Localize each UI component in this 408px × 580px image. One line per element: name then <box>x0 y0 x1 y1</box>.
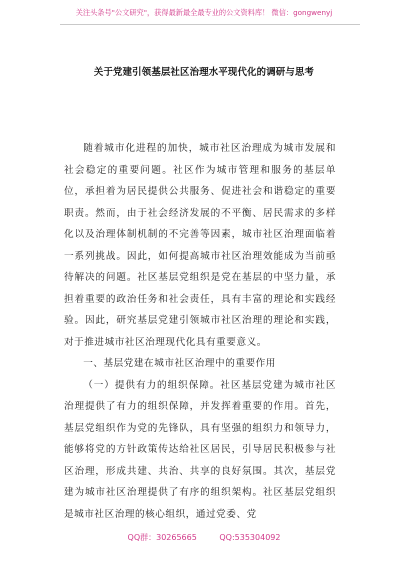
body-paragraph-sub: （一）提供有力的组织保障。社区基层党建为城市社区治理提供了有力的组织保障，并发挥着重要的作用。首先，基层党组织作为党的先锋队，具有坚强的组织力和领导力，能够将党的方针政策传达给社区居民，引导居民积极参与社区治理，形成共建、共治、共享的良好氛围。其次，基层党建为城市社区治理提供了有序的组织架构。社区基层党组织是城市社区治理的核心组织，通过党委、党 <box>64 379 336 520</box>
document-title: 关于党建引领基层社区治理水平现代化的调研与思考 <box>93 67 315 78</box>
section-heading: 一、基层党建在城市社区治理中的重要作用 <box>83 358 276 369</box>
header-note: 关注头条号"公文研究"，获得最新最全最专业的公文资料库！ 微信：gongwenyj <box>75 8 333 17</box>
footer-contact <box>0 532 408 544</box>
header-divider <box>60 24 360 25</box>
body-paragraph: 随着城市化进程的加快，城市社区治理成为城市发展和社会稳定的重要问题。社区作为城市管理和服务的基层单位，承担着为居民提供公共服务、促进社会和谐稳定的重要职责。然而，由于社会经济发展的不平衡、居民需求的多样化以及治理体制机制的不完善等因素，城市社区治理面临着一系列挑战。因此，如何提高城市社区治理效能成为当前亟待解决的问题。社区基层党组织是党在基层的中坚力量，承担着重要的政治任务和社会责任，具有丰富的理论和实践经验。因此，研究基层党建引领城市社区治理的理论和实践，对于推进城市社区治理现代化具有重要意义。 <box>64 143 336 348</box>
footer-qq-group: QQ群：30265665 <box>127 533 197 542</box>
footer-qq-number: QQ:535304092 <box>219 533 281 542</box>
document-body <box>64 138 336 525</box>
